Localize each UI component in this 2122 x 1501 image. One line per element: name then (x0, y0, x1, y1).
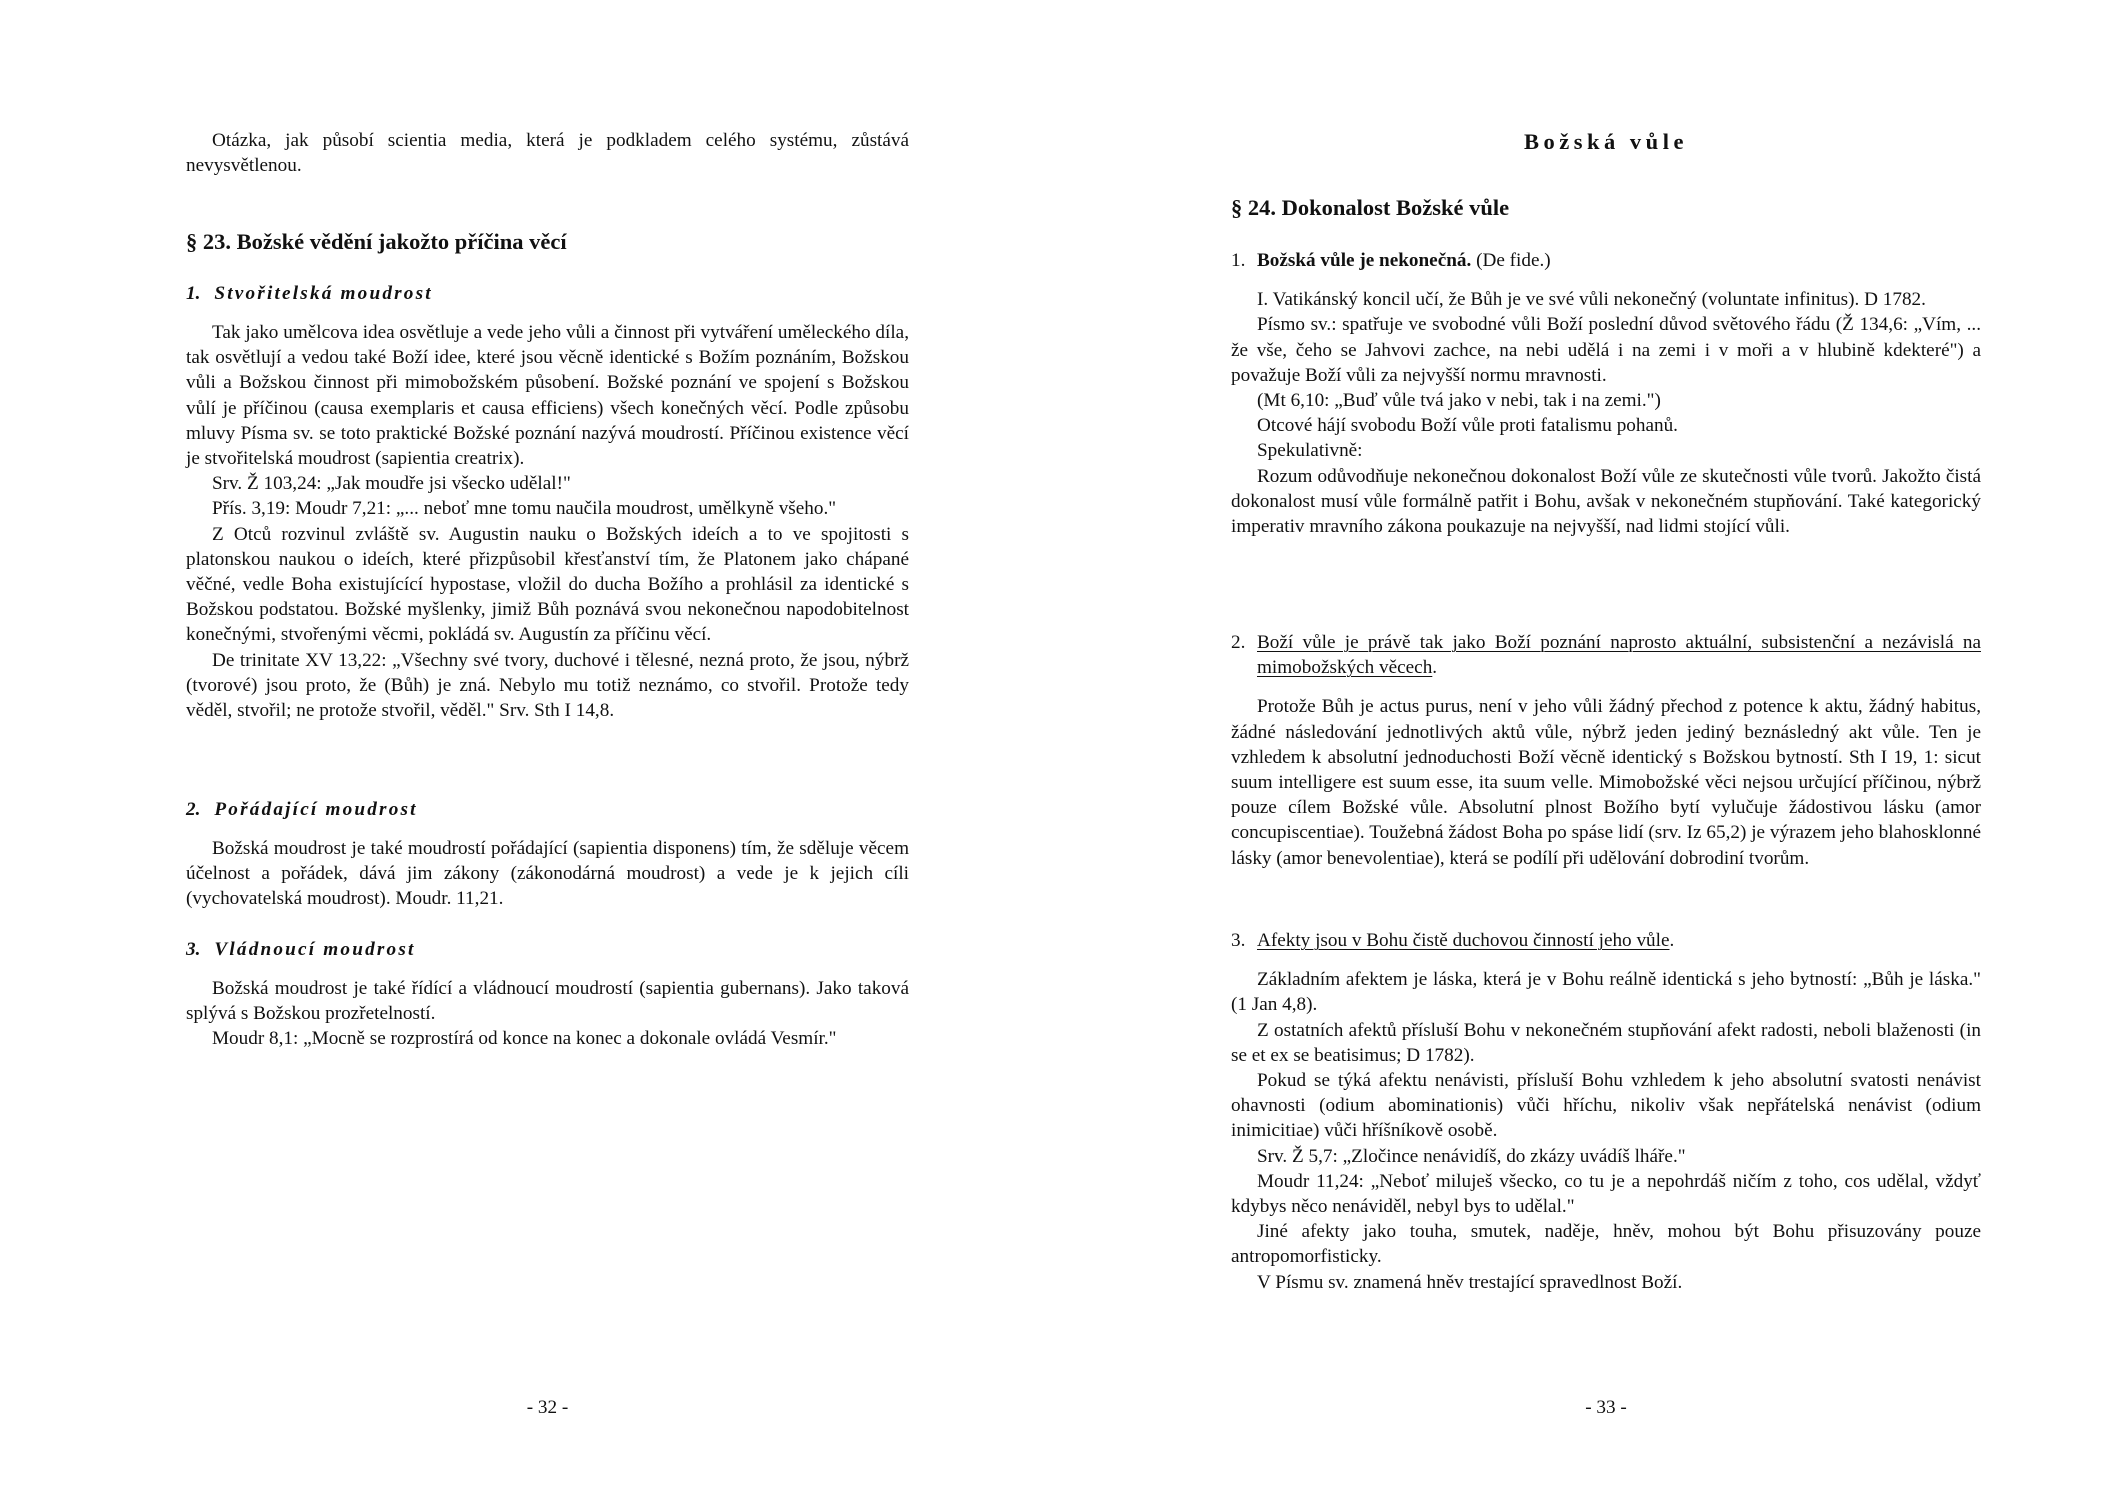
item-number: 1. (1231, 250, 1246, 271)
subsection-title (186, 797, 909, 822)
section-23 (186, 228, 909, 256)
paragraph: Božská moudrost je také řídící a vládnoucí moudrostí (sapientia gubernans). Jako taková splývá s Božskou prozřetelností. (186, 978, 909, 1025)
item-heading (1231, 630, 1981, 680)
paragraph: Z Otců rozvinul zvláště sv. Augustin nauku o Božských ideích a to ve spojitosti s platonskou naukou o ideích, které přizpůsobil křesťanství tím, že Platonem jako chápané věčné, vedle Boha existujícící hypostase, vložil do ducha Božího a prohlásil za identické s Božskou podstatou. Božské myšlenky, jimiž Bůh poznává svou nekonečnou napodobitelnost konečnými, stvořenými věcmi, pokládá sv. Augustín za příčinu věcí. (186, 523, 909, 646)
item-title (1257, 248, 1981, 273)
section-title: § 24. Dokonalost Božské vůle (1231, 195, 1510, 220)
item-2 (1231, 630, 1981, 871)
item-number: 2. (1231, 632, 1246, 653)
subsection-label: Pořádající moudrost (214, 799, 418, 820)
paragraph: Moudr 11,24: „Neboť miluješ všecko, co tu je a nepohrdáš ničím z toho, cos udělal, vždyť kdybys něco nenáviděl, nebyl bys to udělal." (1231, 1170, 1981, 1218)
item-rest: (De fide.) (1471, 250, 1551, 271)
subsection-number: 3. (186, 939, 201, 960)
item-bold: Božská vůle je nekonečná. (1257, 250, 1472, 271)
item-heading (1231, 928, 1981, 953)
item-title (1257, 630, 1981, 680)
item-after: . (1669, 930, 1675, 951)
page-number: - 33 - (1585, 1397, 1627, 1418)
paragraph: V Písmu sv. znamená hněv trestající spravedlnost Boží. (1257, 1271, 1683, 1293)
item-title (1257, 928, 1981, 953)
paragraph: I. Vatikánský koncil učí, že Bůh je ve své vůli nekonečný (voluntate infinitus). D 1782. (1257, 289, 1926, 311)
intro-block (186, 128, 909, 178)
paragraph: Srv. Ž 103,24: „Jak moudře jsi všecko udělal!" (212, 473, 571, 495)
subsection-label: Stvořitelská moudrost (214, 283, 433, 304)
paragraph: Otcové hájí svobodu Boží vůle proti fatalismu pohanů. (1257, 415, 1678, 437)
item-3 (1231, 928, 1981, 1295)
paragraph: Protože Bůh je actus purus, není v jeho vůli žádný přechod z potence k aktu, žádný habitus, žádné následování jednotlivých aktů vůle, nýbrž jeden jediný beznásledný akt vůle. Ten je vzhledem k absolutní jednoduchosti Boží věcně identický s Božskou bytností. Sth I 19, 1: sicut suum intelligere est suum esse, ita suum velle. Mimobožské věci nejsou určující příčinou, nýbrž pouze cílem Božské vůle. Absolutní plnost Božího bytí vylučuje žádostivou lásku (amor concupiscentiae). Toužebná žádost Boha po spáse lidí (srv. Iz 65,2) je výrazem jeho blahosklonné lásky (amor benevolentiae), která se podílí při udělování dobrodiní tvorům. (1231, 696, 1981, 869)
item-heading (1231, 248, 1981, 273)
subsection-number: 2. (186, 799, 201, 820)
paragraph: Základním afektem je láska, která je v Bohu reálně identická s jeho bytností: „Bůh je láska." (1 Jan 4,8). (1231, 969, 1981, 1016)
item-underlined: Boží vůle je právě tak jako Boží poznání naprosto aktuální, subsistenční a nezávislá na mimobožských věcech (1257, 632, 1981, 679)
left-page (186, 0, 909, 1501)
item-1 (1231, 248, 1981, 539)
subsection-1 (186, 281, 909, 723)
section-title: § 23. Božské vědění jakožto příčina věcí (186, 229, 567, 254)
item-number: 3. (1231, 930, 1246, 951)
subsection-title (186, 937, 909, 962)
paragraph: Moudr 8,1: „Mocně se rozprostírá od konce na konec a dokonale ovládá Vesmír." (212, 1028, 837, 1050)
paragraph: Srv. Ž 5,7: „Zločince nenávidíš, do zkázy uvádíš lháře." (1257, 1145, 1686, 1167)
section-24 (1231, 194, 1981, 222)
paragraph: Písmo sv.: spatřuje ve svobodné vůli Boží poslední důvod světového řádu (Ž 134,6: „Vím, ... že vše, čeho se Jahvovi zachce, na nebi udělá i na zemi i v moři a v hlubině kdekteré") a považuje Boží vůli za nejvyšší normu mravnosti. (1231, 314, 1981, 386)
intro-paragraph: Otázka, jak působí scientia media, která je podkladem celého systému, zůstává nevysvětlenou. (186, 130, 909, 177)
paragraph: Božská moudrost je také moudrostí pořádající (sapientia disponens) tím, že sděluje věcem účelnost a pořádek, dává jim zákony (zákonodárná moudrost) a vede je k jejich cíli (vychovatelská moudrost). Moudr. 11,21. (186, 838, 909, 910)
subsection-2 (186, 797, 909, 912)
paragraph: Jiné afekty jako touha, smutek, naděje, hněv, mohou být Bohu přisuzovány pouze antropomorfisticky. (1231, 1221, 1981, 1268)
page-number: - 32 - (526, 1397, 569, 1418)
subsection-number: 1. (186, 283, 201, 304)
running-head-block (1231, 128, 1981, 156)
paragraph: Tak jako umělcova idea osvětluje a vede jeho vůli a činnost při vytváření uměleckého díla, tak osvětlují a vedou také Boží idee, které jsou věcně identické s Božím poznáním, Božskou vůli a Božskou činnost při mimobožském působení. Božské poznání ve spojení s Božskou vůlí je příčinou (causa exemplaris et causa efficiens) všech konečných věcí. Podle způsobu mluvy Písma sv. se toto praktické Božské poznání nazývá moudrostí. Příčinou existence věcí je stvořitelská moudrost (sapientia creatrix). (186, 322, 909, 470)
paragraph: Z ostatních afektů přísluší Bohu v nekonečném stupňování afekt radosti, neboli blaženosti (in se et ex se beatisimus; D 1782). (1231, 1019, 1981, 1066)
subsection-label: Vládnoucí moudrost (214, 939, 416, 960)
subsection-3 (186, 937, 909, 1052)
paragraph: (Mt 6,10: „Buď vůle tvá jako v nebi, tak i na zemi.") (1257, 390, 1661, 412)
subsection-title (186, 281, 909, 306)
paragraph: Přís. 3,19: Moudr 7,21: „... neboť mne tomu naučila moudrost, umělkyně všeho." (212, 498, 837, 520)
paragraph: Rozum odůvodňuje nekonečnou dokonalost Boží vůle ze skutečnosti vůle tvorů. Jakožto čistá dokonalost musí vůle formálně patřit i Bohu, avšak v nekonečném stupňování. Také kategorický imperativ mravního zákona poukazuje na nejvyšší, nad lidmi stojící vůli. (1231, 465, 1981, 538)
paragraph: Pokud se týká afektu nenávisti, přísluší Bohu vzhledem k jeho absolutní svatosti nenávist ohavnosti (odium abominationis) vůči hříchu, nikoliv však nepřátelská nenávist (odium inimicitiae) vůči hříšníkově osobě. (1231, 1070, 1981, 1142)
item-underlined: Afekty jsou v Bohu čistě duchovou činností jeho vůle (1257, 930, 1670, 951)
right-page (1231, 0, 1981, 1501)
paragraph: Spekulativně: (1257, 440, 1363, 462)
running-head: Božská vůle (1524, 129, 1688, 154)
paragraph: De trinitate XV 13,22: „Všechny své tvory, duchové i tělesné, nezná proto, že jsou, nýbrž (tvorové) jsou proto, že (Bůh) je zná. Nebylo mu totiž neznámo, co stvořil. Protože tedy věděl, stvořil; ne protože stvořil, věděl." Srv. Sth I 14,8. (186, 649, 909, 722)
item-after: . (1432, 657, 1438, 679)
